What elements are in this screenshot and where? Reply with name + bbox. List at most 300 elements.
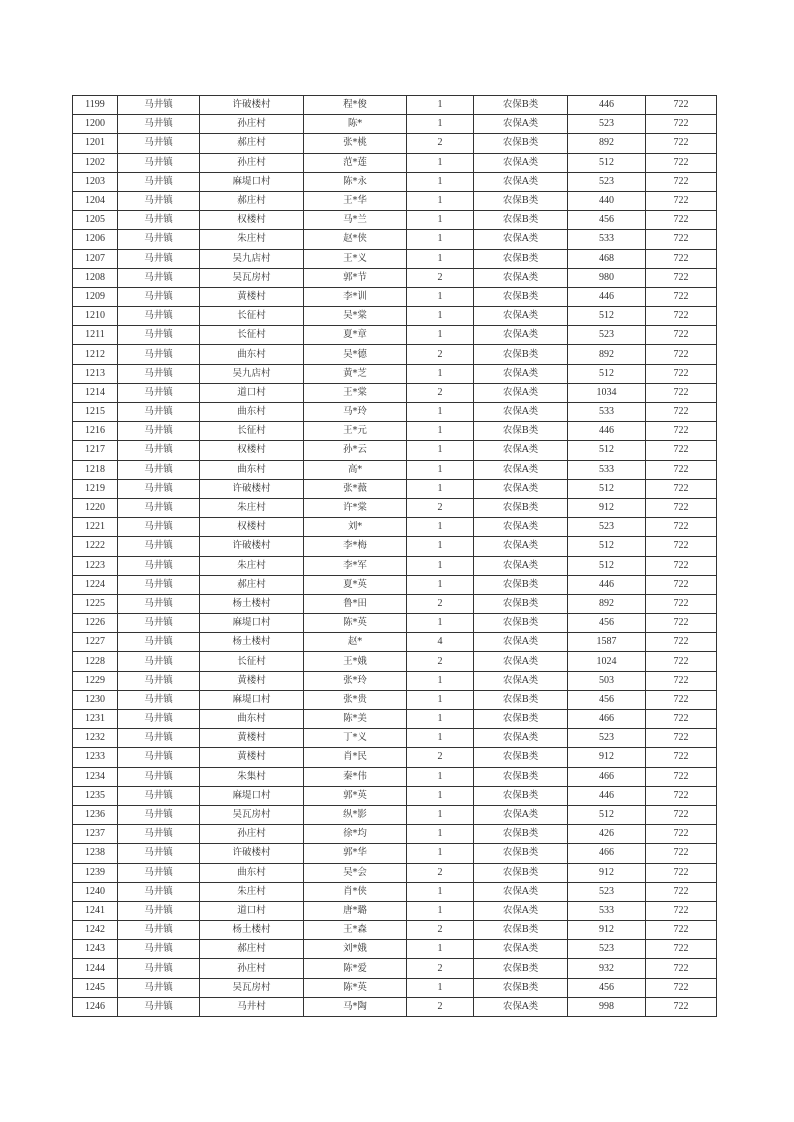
cell-village: 朱庄村 bbox=[200, 556, 304, 575]
cell-index: 1203 bbox=[73, 172, 118, 191]
cell-amount: 466 bbox=[568, 844, 646, 863]
cell-name: 郭*节 bbox=[304, 268, 407, 287]
cell-amount: 512 bbox=[568, 805, 646, 824]
cell-standard: 722 bbox=[646, 786, 717, 805]
cell-household-count: 1 bbox=[407, 191, 474, 210]
cell-household-count: 1 bbox=[407, 518, 474, 537]
cell-category: 农保B类 bbox=[474, 191, 568, 210]
cell-index: 1219 bbox=[73, 479, 118, 498]
cell-standard: 722 bbox=[646, 307, 717, 326]
table-row bbox=[73, 134, 717, 153]
cell-amount: 456 bbox=[568, 614, 646, 633]
table-row bbox=[73, 153, 717, 172]
table-row bbox=[73, 805, 717, 824]
cell-category: 农保A类 bbox=[474, 805, 568, 824]
cell-town: 马井镇 bbox=[118, 518, 200, 537]
cell-category: 农保A类 bbox=[474, 652, 568, 671]
cell-village: 吴瓦房村 bbox=[200, 978, 304, 997]
cell-household-count: 1 bbox=[407, 460, 474, 479]
cell-index: 1215 bbox=[73, 403, 118, 422]
cell-town: 马井镇 bbox=[118, 191, 200, 210]
cell-name: 陈*永 bbox=[304, 172, 407, 191]
cell-household-count: 2 bbox=[407, 498, 474, 517]
cell-town: 马井镇 bbox=[118, 863, 200, 882]
cell-category: 农保A类 bbox=[474, 940, 568, 959]
cell-village: 吴瓦房村 bbox=[200, 805, 304, 824]
cell-index: 1237 bbox=[73, 825, 118, 844]
cell-index: 1229 bbox=[73, 671, 118, 690]
cell-village: 黄楼村 bbox=[200, 671, 304, 690]
cell-household-count: 1 bbox=[407, 844, 474, 863]
cell-town: 马井镇 bbox=[118, 901, 200, 920]
cell-name: 马*兰 bbox=[304, 211, 407, 230]
table-row bbox=[73, 211, 717, 230]
cell-amount: 980 bbox=[568, 268, 646, 287]
cell-standard: 722 bbox=[646, 249, 717, 268]
cell-amount: 446 bbox=[568, 422, 646, 441]
cell-village: 朱庄村 bbox=[200, 498, 304, 517]
cell-town: 马井镇 bbox=[118, 383, 200, 402]
cell-standard: 722 bbox=[646, 403, 717, 422]
cell-amount: 533 bbox=[568, 403, 646, 422]
cell-village: 道口村 bbox=[200, 383, 304, 402]
cell-town: 马井镇 bbox=[118, 882, 200, 901]
cell-name: 肖*侠 bbox=[304, 882, 407, 901]
table-row bbox=[73, 249, 717, 268]
table-row bbox=[73, 863, 717, 882]
table-row bbox=[73, 364, 717, 383]
cell-town: 马井镇 bbox=[118, 96, 200, 115]
cell-index: 1220 bbox=[73, 498, 118, 517]
cell-household-count: 1 bbox=[407, 403, 474, 422]
cell-household-count: 1 bbox=[407, 556, 474, 575]
cell-village: 麻堤口村 bbox=[200, 786, 304, 805]
cell-household-count: 1 bbox=[407, 479, 474, 498]
cell-village: 曲东村 bbox=[200, 403, 304, 422]
cell-town: 马井镇 bbox=[118, 287, 200, 306]
cell-village: 朱集村 bbox=[200, 767, 304, 786]
cell-village: 郝庄村 bbox=[200, 134, 304, 153]
cell-town: 马井镇 bbox=[118, 556, 200, 575]
cell-town: 马井镇 bbox=[118, 307, 200, 326]
cell-amount: 912 bbox=[568, 498, 646, 517]
cell-category: 农保A类 bbox=[474, 537, 568, 556]
cell-amount: 533 bbox=[568, 901, 646, 920]
cell-index: 1202 bbox=[73, 153, 118, 172]
cell-category: 农保B类 bbox=[474, 921, 568, 940]
cell-category: 农保A类 bbox=[474, 633, 568, 652]
cell-name: 高* bbox=[304, 460, 407, 479]
cell-amount: 1024 bbox=[568, 652, 646, 671]
cell-index: 1205 bbox=[73, 211, 118, 230]
table-row bbox=[73, 729, 717, 748]
table-row bbox=[73, 230, 717, 249]
cell-amount: 468 bbox=[568, 249, 646, 268]
cell-town: 马井镇 bbox=[118, 211, 200, 230]
table-row bbox=[73, 479, 717, 498]
cell-index: 1232 bbox=[73, 729, 118, 748]
cell-name: 王*华 bbox=[304, 191, 407, 210]
cell-standard: 722 bbox=[646, 172, 717, 191]
cell-town: 马井镇 bbox=[118, 115, 200, 134]
cell-amount: 456 bbox=[568, 978, 646, 997]
table-row bbox=[73, 460, 717, 479]
table-row bbox=[73, 786, 717, 805]
cell-town: 马井镇 bbox=[118, 614, 200, 633]
cell-household-count: 1 bbox=[407, 690, 474, 709]
cell-amount: 912 bbox=[568, 921, 646, 940]
cell-name: 郭*华 bbox=[304, 844, 407, 863]
cell-amount: 512 bbox=[568, 153, 646, 172]
cell-household-count: 1 bbox=[407, 422, 474, 441]
cell-amount: 912 bbox=[568, 748, 646, 767]
cell-index: 1209 bbox=[73, 287, 118, 306]
cell-standard: 722 bbox=[646, 518, 717, 537]
cell-household-count: 2 bbox=[407, 652, 474, 671]
cell-name: 夏*英 bbox=[304, 575, 407, 594]
cell-standard: 722 bbox=[646, 134, 717, 153]
cell-amount: 998 bbox=[568, 997, 646, 1016]
cell-name: 鲁*田 bbox=[304, 594, 407, 613]
cell-standard: 722 bbox=[646, 115, 717, 134]
cell-standard: 722 bbox=[646, 863, 717, 882]
cell-index: 1242 bbox=[73, 921, 118, 940]
cell-name: 吴*德 bbox=[304, 345, 407, 364]
cell-category: 农保A类 bbox=[474, 268, 568, 287]
table-row bbox=[73, 633, 717, 652]
cell-village: 长征村 bbox=[200, 326, 304, 345]
cell-standard: 722 bbox=[646, 805, 717, 824]
cell-town: 马井镇 bbox=[118, 403, 200, 422]
cell-village: 黄楼村 bbox=[200, 729, 304, 748]
table-body bbox=[73, 96, 717, 1017]
table-row bbox=[73, 825, 717, 844]
cell-name: 陈*英 bbox=[304, 614, 407, 633]
cell-amount: 533 bbox=[568, 230, 646, 249]
cell-category: 农保B类 bbox=[474, 690, 568, 709]
cell-town: 马井镇 bbox=[118, 498, 200, 517]
cell-household-count: 1 bbox=[407, 940, 474, 959]
cell-village: 朱庄村 bbox=[200, 230, 304, 249]
cell-village: 郝庄村 bbox=[200, 575, 304, 594]
cell-category: 农保B类 bbox=[474, 710, 568, 729]
cell-town: 马井镇 bbox=[118, 268, 200, 287]
cell-standard: 722 bbox=[646, 287, 717, 306]
table-row bbox=[73, 518, 717, 537]
table-row bbox=[73, 978, 717, 997]
cell-index: 1235 bbox=[73, 786, 118, 805]
cell-standard: 722 bbox=[646, 268, 717, 287]
cell-village: 杨土楼村 bbox=[200, 921, 304, 940]
table-row bbox=[73, 441, 717, 460]
cell-standard: 722 bbox=[646, 978, 717, 997]
cell-standard: 722 bbox=[646, 422, 717, 441]
cell-standard: 722 bbox=[646, 633, 717, 652]
cell-name: 王*元 bbox=[304, 422, 407, 441]
cell-amount: 1587 bbox=[568, 633, 646, 652]
cell-category: 农保B类 bbox=[474, 422, 568, 441]
cell-standard: 722 bbox=[646, 96, 717, 115]
table-row bbox=[73, 844, 717, 863]
cell-village: 麻堤口村 bbox=[200, 690, 304, 709]
table-row bbox=[73, 191, 717, 210]
cell-amount: 892 bbox=[568, 594, 646, 613]
cell-amount: 523 bbox=[568, 518, 646, 537]
cell-index: 1245 bbox=[73, 978, 118, 997]
cell-index: 1217 bbox=[73, 441, 118, 460]
cell-household-count: 1 bbox=[407, 729, 474, 748]
cell-household-count: 2 bbox=[407, 345, 474, 364]
cell-household-count: 1 bbox=[407, 901, 474, 920]
cell-town: 马井镇 bbox=[118, 786, 200, 805]
cell-name: 唐*璐 bbox=[304, 901, 407, 920]
cell-household-count: 4 bbox=[407, 633, 474, 652]
cell-household-count: 1 bbox=[407, 767, 474, 786]
cell-amount: 523 bbox=[568, 115, 646, 134]
cell-name: 吴*会 bbox=[304, 863, 407, 882]
cell-standard: 722 bbox=[646, 556, 717, 575]
cell-household-count: 1 bbox=[407, 671, 474, 690]
cell-category: 农保B类 bbox=[474, 287, 568, 306]
cell-amount: 523 bbox=[568, 172, 646, 191]
cell-amount: 512 bbox=[568, 441, 646, 460]
table-row bbox=[73, 940, 717, 959]
cell-name: 马*陶 bbox=[304, 997, 407, 1016]
cell-amount: 446 bbox=[568, 786, 646, 805]
cell-name: 夏*章 bbox=[304, 326, 407, 345]
table-row bbox=[73, 671, 717, 690]
cell-village: 道口村 bbox=[200, 901, 304, 920]
cell-household-count: 2 bbox=[407, 863, 474, 882]
cell-village: 麻堤口村 bbox=[200, 172, 304, 191]
cell-standard: 722 bbox=[646, 959, 717, 978]
cell-amount: 533 bbox=[568, 460, 646, 479]
cell-village: 杨土楼村 bbox=[200, 633, 304, 652]
cell-index: 1216 bbox=[73, 422, 118, 441]
cell-amount: 466 bbox=[568, 710, 646, 729]
table-row bbox=[73, 115, 717, 134]
cell-amount: 466 bbox=[568, 767, 646, 786]
cell-village: 许破楼村 bbox=[200, 479, 304, 498]
table-row bbox=[73, 652, 717, 671]
cell-household-count: 1 bbox=[407, 364, 474, 383]
cell-category: 农保A类 bbox=[474, 364, 568, 383]
cell-standard: 722 bbox=[646, 882, 717, 901]
cell-village: 吴九店村 bbox=[200, 249, 304, 268]
cell-town: 马井镇 bbox=[118, 690, 200, 709]
cell-town: 马井镇 bbox=[118, 422, 200, 441]
cell-name: 陈* bbox=[304, 115, 407, 134]
cell-standard: 722 bbox=[646, 921, 717, 940]
cell-standard: 722 bbox=[646, 690, 717, 709]
cell-amount: 523 bbox=[568, 326, 646, 345]
cell-category: 农保A类 bbox=[474, 441, 568, 460]
cell-town: 马井镇 bbox=[118, 825, 200, 844]
cell-household-count: 2 bbox=[407, 921, 474, 940]
cell-standard: 722 bbox=[646, 614, 717, 633]
cell-town: 马井镇 bbox=[118, 978, 200, 997]
cell-amount: 512 bbox=[568, 556, 646, 575]
cell-household-count: 1 bbox=[407, 172, 474, 191]
cell-household-count: 1 bbox=[407, 230, 474, 249]
cell-amount: 446 bbox=[568, 575, 646, 594]
cell-household-count: 2 bbox=[407, 594, 474, 613]
cell-standard: 722 bbox=[646, 383, 717, 402]
cell-index: 1243 bbox=[73, 940, 118, 959]
cell-category: 农保B类 bbox=[474, 594, 568, 613]
cell-name: 张*贵 bbox=[304, 690, 407, 709]
cell-name: 孙*云 bbox=[304, 441, 407, 460]
cell-household-count: 1 bbox=[407, 805, 474, 824]
cell-name: 徐*均 bbox=[304, 825, 407, 844]
cell-amount: 1034 bbox=[568, 383, 646, 402]
cell-standard: 722 bbox=[646, 498, 717, 517]
cell-town: 马井镇 bbox=[118, 997, 200, 1016]
beneficiary-table bbox=[72, 95, 717, 1017]
cell-index: 1244 bbox=[73, 959, 118, 978]
cell-name: 秦*伟 bbox=[304, 767, 407, 786]
cell-category: 农保A类 bbox=[474, 997, 568, 1016]
cell-household-count: 1 bbox=[407, 441, 474, 460]
cell-amount: 523 bbox=[568, 729, 646, 748]
cell-index: 1200 bbox=[73, 115, 118, 134]
cell-village: 长征村 bbox=[200, 652, 304, 671]
cell-household-count: 1 bbox=[407, 978, 474, 997]
cell-name: 陈*英 bbox=[304, 978, 407, 997]
cell-index: 1199 bbox=[73, 96, 118, 115]
cell-name: 陈*爱 bbox=[304, 959, 407, 978]
cell-category: 农保B类 bbox=[474, 786, 568, 805]
cell-town: 马井镇 bbox=[118, 921, 200, 940]
cell-town: 马井镇 bbox=[118, 537, 200, 556]
cell-household-count: 1 bbox=[407, 96, 474, 115]
cell-amount: 523 bbox=[568, 940, 646, 959]
cell-town: 马井镇 bbox=[118, 729, 200, 748]
table-row bbox=[73, 96, 717, 115]
cell-name: 刘* bbox=[304, 518, 407, 537]
cell-village: 黄楼村 bbox=[200, 287, 304, 306]
cell-village: 吴九店村 bbox=[200, 364, 304, 383]
cell-amount: 912 bbox=[568, 863, 646, 882]
cell-household-count: 1 bbox=[407, 326, 474, 345]
table-row bbox=[73, 287, 717, 306]
table-row bbox=[73, 403, 717, 422]
table-row bbox=[73, 690, 717, 709]
cell-town: 马井镇 bbox=[118, 479, 200, 498]
cell-index: 1225 bbox=[73, 594, 118, 613]
cell-name: 吴*棠 bbox=[304, 307, 407, 326]
cell-name: 王*娥 bbox=[304, 652, 407, 671]
cell-standard: 722 bbox=[646, 671, 717, 690]
cell-village: 许破楼村 bbox=[200, 844, 304, 863]
table-row bbox=[73, 556, 717, 575]
cell-village: 权楼村 bbox=[200, 518, 304, 537]
cell-standard: 722 bbox=[646, 901, 717, 920]
cell-index: 1233 bbox=[73, 748, 118, 767]
table-row bbox=[73, 172, 717, 191]
cell-name: 张*薇 bbox=[304, 479, 407, 498]
cell-town: 马井镇 bbox=[118, 153, 200, 172]
cell-amount: 446 bbox=[568, 96, 646, 115]
cell-village: 黄楼村 bbox=[200, 748, 304, 767]
cell-category: 农保A类 bbox=[474, 172, 568, 191]
cell-standard: 722 bbox=[646, 364, 717, 383]
cell-household-count: 2 bbox=[407, 383, 474, 402]
cell-standard: 722 bbox=[646, 940, 717, 959]
cell-amount: 512 bbox=[568, 307, 646, 326]
cell-index: 1227 bbox=[73, 633, 118, 652]
cell-household-count: 1 bbox=[407, 825, 474, 844]
cell-standard: 722 bbox=[646, 191, 717, 210]
cell-standard: 722 bbox=[646, 729, 717, 748]
cell-category: 农保A类 bbox=[474, 671, 568, 690]
cell-town: 马井镇 bbox=[118, 134, 200, 153]
table-row bbox=[73, 997, 717, 1016]
cell-household-count: 2 bbox=[407, 134, 474, 153]
cell-amount: 503 bbox=[568, 671, 646, 690]
cell-household-count: 1 bbox=[407, 307, 474, 326]
cell-category: 农保A类 bbox=[474, 901, 568, 920]
cell-town: 马井镇 bbox=[118, 441, 200, 460]
cell-index: 1240 bbox=[73, 882, 118, 901]
cell-name: 张*桃 bbox=[304, 134, 407, 153]
table-row bbox=[73, 882, 717, 901]
cell-household-count: 1 bbox=[407, 115, 474, 134]
cell-index: 1218 bbox=[73, 460, 118, 479]
cell-village: 许破楼村 bbox=[200, 537, 304, 556]
cell-category: 农保B类 bbox=[474, 345, 568, 364]
cell-category: 农保B类 bbox=[474, 249, 568, 268]
cell-standard: 722 bbox=[646, 537, 717, 556]
cell-town: 马井镇 bbox=[118, 172, 200, 191]
cell-name: 肖*民 bbox=[304, 748, 407, 767]
cell-category: 农保B类 bbox=[474, 498, 568, 517]
table-row bbox=[73, 710, 717, 729]
cell-town: 马井镇 bbox=[118, 959, 200, 978]
cell-standard: 722 bbox=[646, 153, 717, 172]
cell-amount: 892 bbox=[568, 134, 646, 153]
cell-name: 王*森 bbox=[304, 921, 407, 940]
table-row bbox=[73, 326, 717, 345]
cell-amount: 512 bbox=[568, 537, 646, 556]
table-row bbox=[73, 537, 717, 556]
cell-town: 马井镇 bbox=[118, 710, 200, 729]
cell-standard: 722 bbox=[646, 594, 717, 613]
cell-village: 权楼村 bbox=[200, 441, 304, 460]
cell-name: 刘*娥 bbox=[304, 940, 407, 959]
cell-index: 1231 bbox=[73, 710, 118, 729]
cell-category: 农保A类 bbox=[474, 518, 568, 537]
cell-category: 农保B类 bbox=[474, 825, 568, 844]
cell-amount: 456 bbox=[568, 211, 646, 230]
cell-village: 麻堤口村 bbox=[200, 614, 304, 633]
table-row bbox=[73, 498, 717, 517]
cell-name: 李*训 bbox=[304, 287, 407, 306]
cell-standard: 722 bbox=[646, 345, 717, 364]
cell-household-count: 1 bbox=[407, 249, 474, 268]
cell-standard: 722 bbox=[646, 710, 717, 729]
cell-category: 农保B类 bbox=[474, 844, 568, 863]
cell-town: 马井镇 bbox=[118, 767, 200, 786]
cell-town: 马井镇 bbox=[118, 345, 200, 364]
table-row bbox=[73, 575, 717, 594]
cell-index: 1234 bbox=[73, 767, 118, 786]
cell-category: 农保A类 bbox=[474, 326, 568, 345]
cell-category: 农保B类 bbox=[474, 614, 568, 633]
cell-category: 农保A类 bbox=[474, 479, 568, 498]
cell-name: 李*梅 bbox=[304, 537, 407, 556]
cell-index: 1214 bbox=[73, 383, 118, 402]
